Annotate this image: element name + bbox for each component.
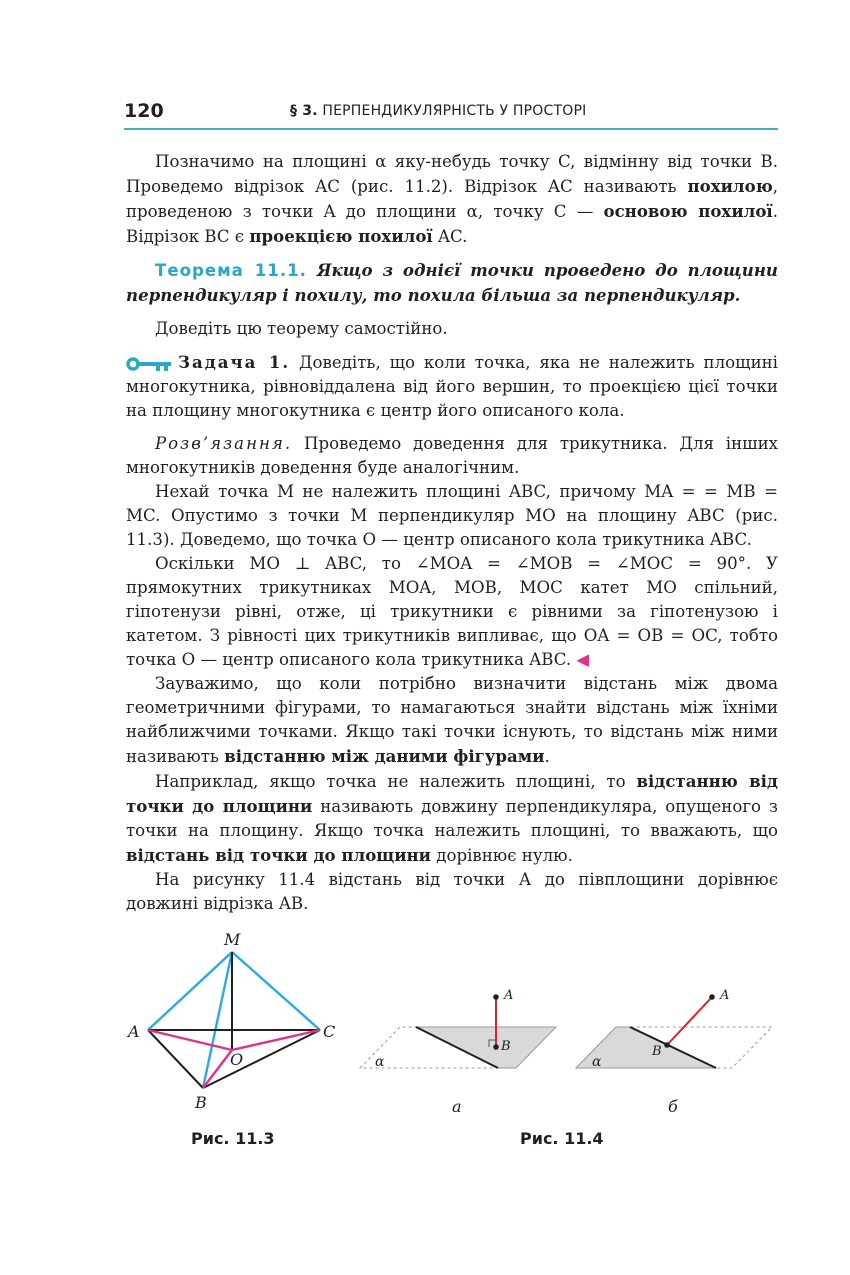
text-run: AC. [432,227,468,246]
body-text [126,150,778,916]
section-heading [290,103,586,119]
point-b [664,1042,670,1048]
term-projection: проекцією похилої [249,226,433,246]
task-text: Доведіть, що коли точка, яка не належить площині многокутника, рівновіддалена від його вершин, то проекцією цієї точки на площину многокутника є центр його описаного кола. [126,353,778,420]
solution-title: Розв’язання. [155,434,293,453]
segment-ab [667,997,712,1045]
label-o: O [230,1050,244,1069]
paragraph-since [126,552,778,672]
text-run: Позначимо на площині α яку-небудь точку C, відмінну від точки B. Проведемо відрізок AC (рис. 11.2). Відрізок AC називають [126,152,778,196]
caption-fig-11-3: Рис. 11.3 [191,1129,275,1148]
page-header [124,98,778,130]
task [126,350,778,423]
end-of-proof-icon: ◀ [576,650,590,669]
term-oblique-base: основою похилої [603,201,773,221]
text-run: . Відрізок BC є [126,202,778,246]
label-sub-a: а [452,1097,462,1116]
label-m: M [224,930,241,949]
paragraph-oblique [126,150,778,249]
text-run: Наприклад, якщо точка не належить площині, то [155,772,637,791]
label-a: A [128,1022,140,1041]
label-alpha-fig-a: α [375,1054,385,1070]
page-number: 120 [124,100,164,122]
figure-11-3-pyramid [120,930,350,1120]
text-run: , проведеною з точки A до площини α, точку C — [126,177,778,221]
term-distance-point-plane: відстанню від точки до площини [126,771,778,816]
label-b-fig-b: B [652,1044,662,1059]
paragraph-note [126,672,778,769]
label-alpha-fig-b: α [592,1054,602,1070]
text-run: називають довжину перпендикуляра, опущеного з точки на площину. Якщо точка належить площині, то вважають, що [126,797,778,840]
figure-11-4a [358,985,558,1075]
caption-fig-11-4: Рис. 11.4 [520,1129,604,1148]
point-a [709,994,715,1000]
theorem-title: Теорема 11.1. [155,261,307,280]
label-c: C [323,1022,336,1041]
label-sub-b: б [668,1097,678,1116]
paragraph-figure: На рисунку 11.4 відстань від точки А до півплощини дорівнює довжині відрізка AB. [126,870,778,913]
term-distance-figures: відстанню між даними фігурами [224,746,545,766]
label-a-fig-a: A [504,988,514,1003]
radius-oc [232,1030,320,1050]
section-symbol: § 3. [290,103,318,119]
term-oblique: похилою [687,176,773,196]
text-run: Зауважимо, що коли потрібно визначити відстань між двома геометричними фігурами, то намагаються знайти відстань між їхніми найближчими точками. Якщо такі точки існують, то відстань між ними називають [126,674,778,766]
theorem [126,258,778,308]
point-a [493,994,499,1000]
paragraph-let: Нехай точка M не належить площині ABC, причому MA = = MB = MC. Опустимо з точки M перпендикуляр MO на площину ABC (рис. 11.3). Доведемо, що точка O — центр описаного кола трикутника ABC. [126,482,778,549]
theorem-text: Якщо з однієї точки проведено до площини перпендикуляр і похилу, то похила більша за перпендикуляр. [126,260,778,305]
side-ab [148,1030,203,1088]
label-a-fig-b: A [720,988,730,1003]
edge-mc [232,952,320,1030]
header-rule [124,128,778,130]
text-run: дорівнює нулю. [430,846,573,865]
radius-oa [148,1030,232,1050]
solution-text: Проведемо доведення для трикутника. Для інших многокутників доведення буде аналогічним. [126,434,778,477]
paragraph-example [126,769,778,868]
term-distance-point-plane: відстань від точки до площини [126,845,431,865]
label-b-fig-a: B [501,1039,511,1054]
task-title: Задача 1. [178,352,291,372]
edge-ma [148,952,232,1030]
side-bc [203,1030,320,1088]
figure-11-4b [574,985,774,1075]
label-b: B [195,1093,207,1112]
text-run: . [544,747,550,766]
paragraph-prove: Доведіть цю теорему самостійно. [155,319,448,338]
solution [126,432,778,480]
point-b [493,1044,499,1050]
text-run: Оскільки MO ⊥ ABC, то ∠MOA = ∠MOB = ∠MOC = 90°. У прямокутних трикутниках MOA, MOB, MOC катет MO спільний, гіпотенузи рівні, отже, ці трикутники є рівними за гіпотенузою і катетом. З рівності цих трикутників випливає, що OA = OB = OC, тобто точка O — центр описаного кола трикутника ABC. [126,554,778,669]
key-icon [126,357,172,371]
section-title: ПЕРПЕНДИКУЛЯРНІСТЬ У ПРОСТОРІ [322,103,587,119]
